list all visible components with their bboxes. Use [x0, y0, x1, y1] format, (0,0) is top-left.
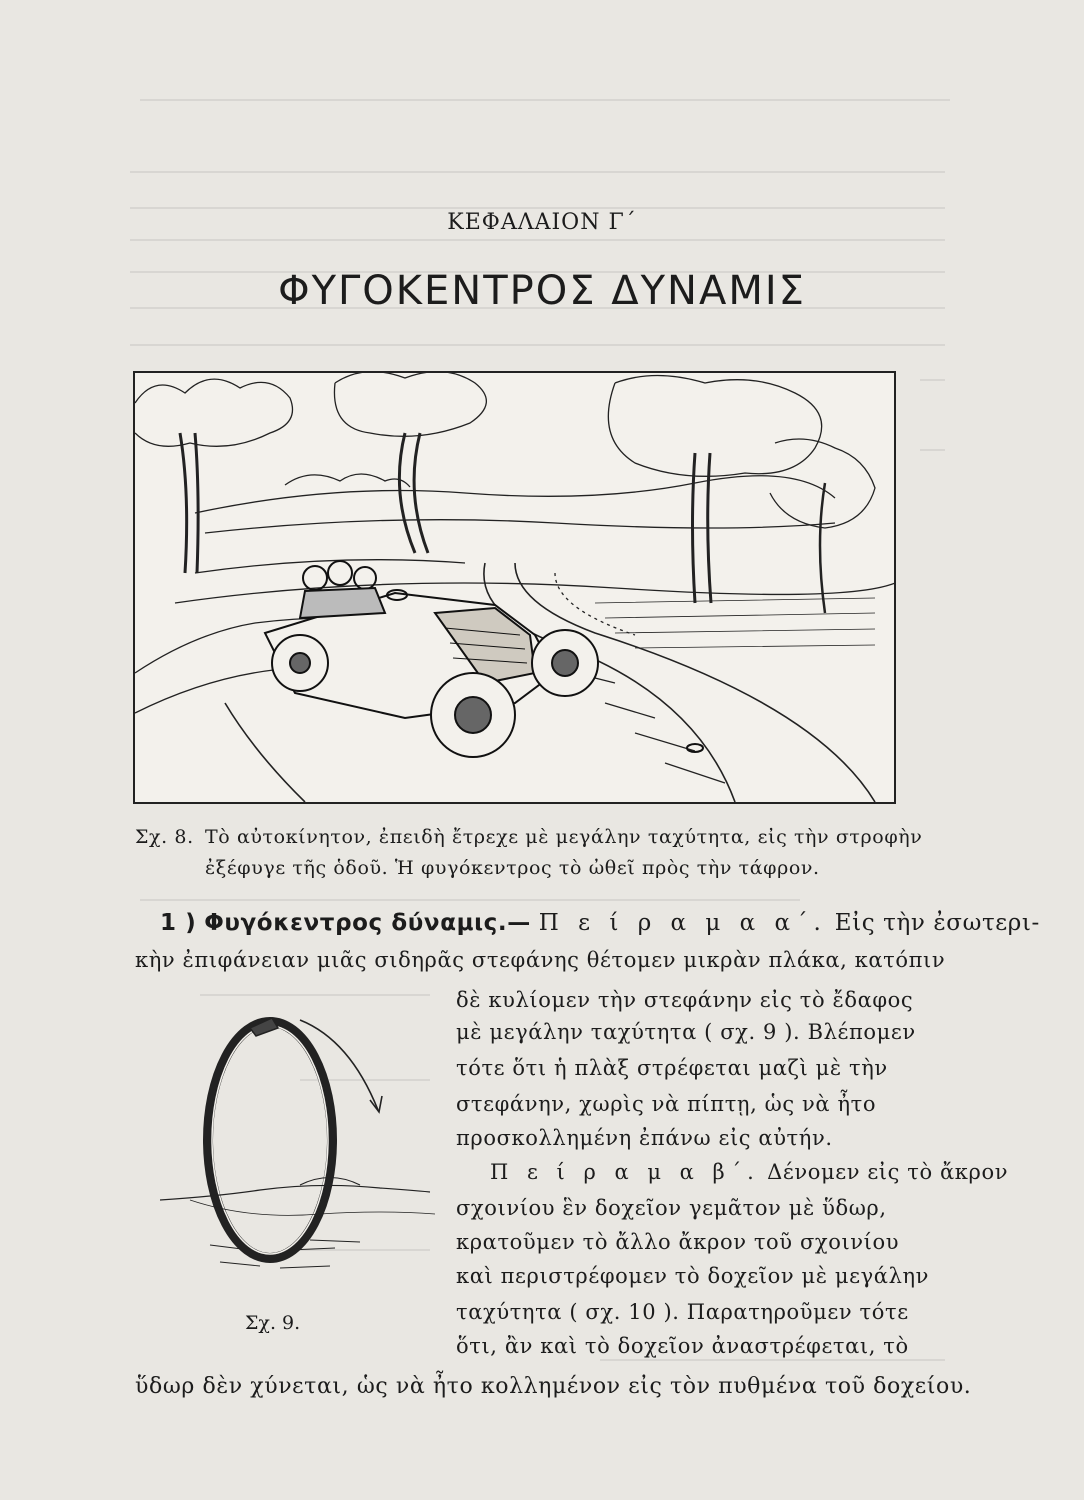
section-heading: Φυγόκεντρος δύναμις.—	[204, 910, 531, 936]
figure-8-label: Σχ. 8.	[135, 826, 194, 848]
body-line-2: κὴν ἐπιφάνειαν μιᾶς σιδηρᾶς στεφάνης θέτομεν μικρὰν πλάκα, κατόπιν	[135, 948, 946, 972]
figure-9-caption: Σχ. 9.	[245, 1312, 301, 1334]
car-on-curve-drawing	[135, 373, 894, 802]
figure-8-caption-line2: ἐξέφυγε τῆς ὁδοῦ. Ἡ φυγόκεντρος τὸ ὠθεῖ πρὸς τὴν τάφρον.	[205, 857, 820, 879]
body-line-7: προσκολλημένη ἐπάνω εἰς αὐτήν.	[456, 1126, 833, 1150]
figure-8-caption	[135, 822, 945, 884]
figure-8-illustration	[133, 371, 896, 804]
body-line-11: καὶ περιστρέφομεν τὸ δοχεῖον μὲ μεγάλην	[456, 1264, 930, 1288]
body-line-3: δὲ κυλίομεν τὴν στεφάνην εἰς τὸ ἔδαφος	[456, 988, 914, 1012]
experiment-b-label: Π ε ί ρ α μ α β΄.	[490, 1160, 760, 1184]
line8-rest: Δένομεν εἰς τὸ ἄκρον	[767, 1160, 1009, 1184]
body-line-13: ὅτι, ἂν καὶ τὸ δοχεῖον ἀναστρέφεται, τὸ	[456, 1334, 909, 1358]
figure-8-caption-line1: Τὸ αὐτοκίνητον, ἐπειδὴ ἔτρεχε μὲ μεγάλην ταχύτητα, εἰς τὴν στροφὴν	[205, 826, 923, 848]
body-line-10: κρατοῦμεν τὸ ἄλλο ἄκρον τοῦ σχοινίου	[456, 1230, 900, 1254]
body-line-6: στεφάνην, χωρὶς νὰ πίπτῃ, ὡς νὰ ἦτο	[456, 1092, 877, 1116]
section-first-line	[160, 910, 1040, 936]
body-line-8	[490, 1160, 1008, 1184]
body-line-9: σχοινίου ἓν δοχεῖον γεμᾶτον μὲ ὕδωρ,	[456, 1196, 887, 1220]
chapter-title: ΦΥΓΟΚΕΝΤΡΟΣ ΔΥΝΑΜΙΣ	[278, 268, 806, 314]
experiment-a-label: Π ε ί ρ α μ α α΄.	[538, 910, 827, 936]
body-line-5: τότε ὅτι ἡ πλὰξ στρέφεται μαζὶ μὲ τὴν	[456, 1056, 888, 1080]
body-line-12: ταχύτητα ( σχ. 10 ). Παρατηροῦμεν τότε	[456, 1300, 909, 1324]
section-number: 1 )	[160, 910, 197, 936]
body-line-4: μὲ μεγάλην ταχύτητα ( σχ. 9 ). Βλέπομεν	[456, 1020, 916, 1044]
line1-rest: Εἰς τὴν ἐσωτερι-	[834, 910, 1040, 936]
figure-9-illustration	[160, 1000, 440, 1300]
body-line-14: ὕδωρ δὲν χύνεται, ὡς νὰ ἦτο κολλημένον εἰς τὸν πυθμένα τοῦ δοχείου.	[135, 1374, 972, 1399]
rolling-hoop-drawing	[160, 1000, 440, 1300]
chapter-heading: ΚΕΦΑΛΑΙΟΝ Γ΄	[447, 210, 637, 235]
